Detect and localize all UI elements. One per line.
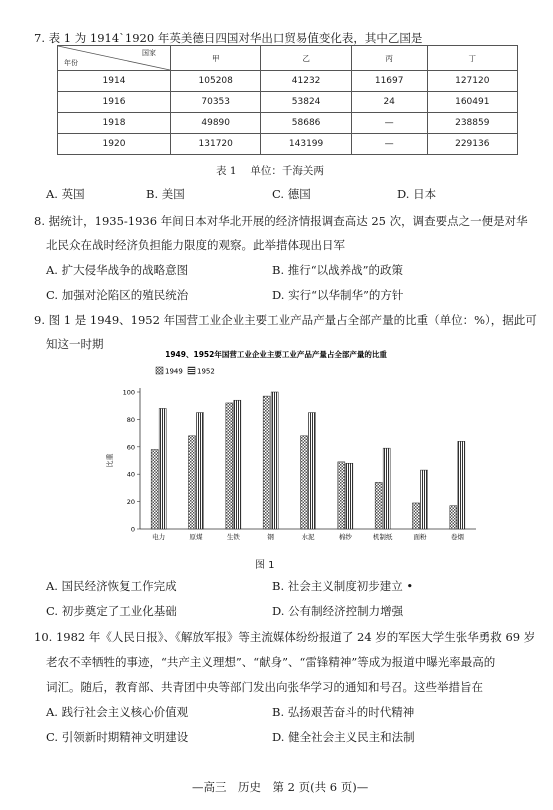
q10-stem-line1: 10. 1982 年《人民日报》、《解放军报》等主流媒体纷纷报道了 24 岁的军医大学生张华勇救 69 岁: [34, 630, 536, 644]
x-tick-label: 棉纱: [338, 533, 352, 541]
bar-1952: [234, 400, 241, 529]
q9-option-a[interactable]: A. 国民经济恢复工作完成: [46, 579, 177, 593]
q9-option-d[interactable]: D. 公有制经济控制力增强: [272, 604, 404, 618]
q10-option-c[interactable]: C. 引领新时期精神文明建设: [46, 730, 189, 744]
y-tick-label: 0: [130, 525, 135, 534]
table-cell: 160491: [427, 92, 517, 113]
x-tick-label: 水泥: [301, 533, 315, 541]
header-cell: 丙: [351, 46, 427, 71]
legend-label: 1952: [197, 367, 215, 376]
y-tick-label: 40: [126, 470, 135, 479]
q10-option-b[interactable]: B. 弘扬艰苦奋斗的时代精神: [272, 705, 415, 719]
chart-bars: [151, 392, 465, 541]
q7-stem: 7. 表 1 为 1914ˋ1920 年英美德日四国对华出口贸易值变化表，其中乙国是: [34, 31, 423, 45]
q9-stem-line2: 知这一时期: [46, 337, 104, 351]
q8-option-d[interactable]: D. 实行“以华制华”的方针: [272, 288, 404, 302]
q7-option-d[interactable]: D. 日本: [397, 187, 437, 201]
table-cell: 238859: [427, 113, 517, 134]
chart-title: 1949、1952年国营工业企业主要工业产品产量占全部产量的比重: [165, 350, 387, 359]
table-cell: 1916: [58, 92, 171, 113]
bar-1949: [226, 403, 233, 529]
table-cell: 49890: [171, 113, 261, 134]
q7-option-a[interactable]: A. 英国: [46, 187, 85, 201]
bar-1952: [458, 441, 465, 529]
bar-1949: [263, 396, 270, 529]
table-row: [58, 113, 518, 134]
bar-1952: [159, 408, 166, 529]
table-header-row: [58, 46, 518, 71]
table-row: [58, 71, 518, 92]
table-cell: 41232: [261, 71, 351, 92]
bar-1949: [338, 462, 345, 529]
q8-option-b[interactable]: B. 推行“以战养战”的政策: [272, 263, 404, 277]
bar-1952: [421, 470, 428, 529]
trade-table: [57, 45, 518, 155]
bar-1949: [151, 450, 158, 529]
q10-option-a[interactable]: A. 践行社会主义核心价值观: [46, 705, 189, 719]
corner-label-country: 国家: [142, 49, 156, 57]
y-tick-label: 100: [122, 388, 135, 397]
bar-1952: [271, 392, 278, 529]
table-cell: 11697: [351, 71, 427, 92]
table-row: [58, 134, 518, 155]
q9-option-b[interactable]: B. 社会主义制度初步建立 •: [272, 579, 414, 593]
table-cell: 1920: [58, 134, 171, 155]
table-row: [58, 92, 518, 113]
y-tick-label: 20: [126, 498, 135, 507]
x-tick-label: 原煤: [189, 533, 203, 541]
bar-chart-svg: [88, 347, 484, 547]
header-cell: 乙: [261, 46, 351, 71]
legend-swatch: [188, 367, 195, 374]
table-cell: 1918: [58, 113, 171, 134]
table-cell: 105208: [171, 71, 261, 92]
q8-option-a[interactable]: A. 扩大侵华战争的战略意图: [46, 263, 189, 277]
table-cell: 127120: [427, 71, 517, 92]
chart-legend: [156, 367, 215, 376]
header-cell: 甲: [171, 46, 261, 71]
bar-1949: [413, 503, 420, 529]
table-cell: 143199: [261, 134, 351, 155]
bar-1949: [301, 436, 308, 529]
q8-stem-line2: 北民众在战时经济负担能力限度的观察。此举措体现出日军: [46, 238, 345, 252]
y-axis-label: 比重: [106, 453, 114, 468]
table-cell: 53824: [261, 92, 351, 113]
x-tick-label: 卷烟: [450, 533, 464, 541]
legend-label: 1949: [165, 367, 183, 376]
y-tick-label: 60: [126, 443, 135, 452]
q8-stem-line1: 8. 据统计，1935-1936 年间日本对华北开展的经济情报调查高达 25 次，调查要点之一便是对华: [34, 214, 528, 228]
table-cell: 229136: [427, 134, 517, 155]
table-corner-cell: [58, 46, 171, 71]
table-cell: —: [351, 113, 427, 134]
q10-option-d[interactable]: D. 健全社会主义民主和法制: [272, 730, 415, 744]
corner-label-year: 年份: [64, 59, 78, 67]
q10-stem-line2: 老农不幸牺牲的事迹，“共产主义理想”、“献身”、“雷锋精神”等成为报道中曝光率最高的: [46, 655, 496, 669]
figure-caption: 图 1: [255, 560, 275, 571]
header-cell: 丁: [427, 46, 517, 71]
table-cell: 1914: [58, 71, 171, 92]
q8-option-c[interactable]: C. 加强对沦陷区的殖民统治: [46, 288, 189, 302]
table-cell: —: [351, 134, 427, 155]
bar-chart: [88, 347, 484, 547]
bar-1952: [309, 413, 316, 529]
table-cell: 24: [351, 92, 427, 113]
x-tick-label: 钢: [267, 533, 274, 541]
bar-1952: [383, 448, 390, 529]
q9-option-c[interactable]: C. 初步奠定了工业化基础: [46, 604, 177, 618]
table-cell: 58686: [261, 113, 351, 134]
x-tick-label: 机制纸: [372, 533, 393, 541]
q9-stem-line1: 9. 图 1 是 1949、1952 年国营工业企业主要工业产品产量占全部产量的比重（单位：%），据此可: [34, 313, 537, 327]
legend-swatch: [156, 367, 163, 374]
q7-option-b[interactable]: B. 美国: [146, 187, 185, 201]
bar-1949: [375, 482, 382, 529]
x-tick-label: 生铁: [226, 533, 240, 541]
q10-stem-line3: 词汇。随后，教育部、共青团中央等部门发出向张华学习的通知和号召。这些举措旨在: [46, 680, 483, 694]
bar-1949: [189, 436, 196, 529]
page-footer: —高三 历史 第 2 页(共 6 页)—: [192, 780, 369, 794]
x-tick-label: 面粉: [413, 533, 427, 541]
x-tick-label: 电力: [152, 533, 166, 541]
table-cell: 131720: [171, 134, 261, 155]
y-tick-label: 80: [126, 415, 135, 424]
bar-1949: [450, 506, 457, 529]
table-cell: 70353: [171, 92, 261, 113]
bar-1952: [346, 463, 353, 529]
q7-option-c[interactable]: C. 德国: [272, 187, 311, 201]
bar-1952: [197, 413, 204, 529]
table-caption: 表 1 单位：千海关两: [216, 165, 324, 177]
